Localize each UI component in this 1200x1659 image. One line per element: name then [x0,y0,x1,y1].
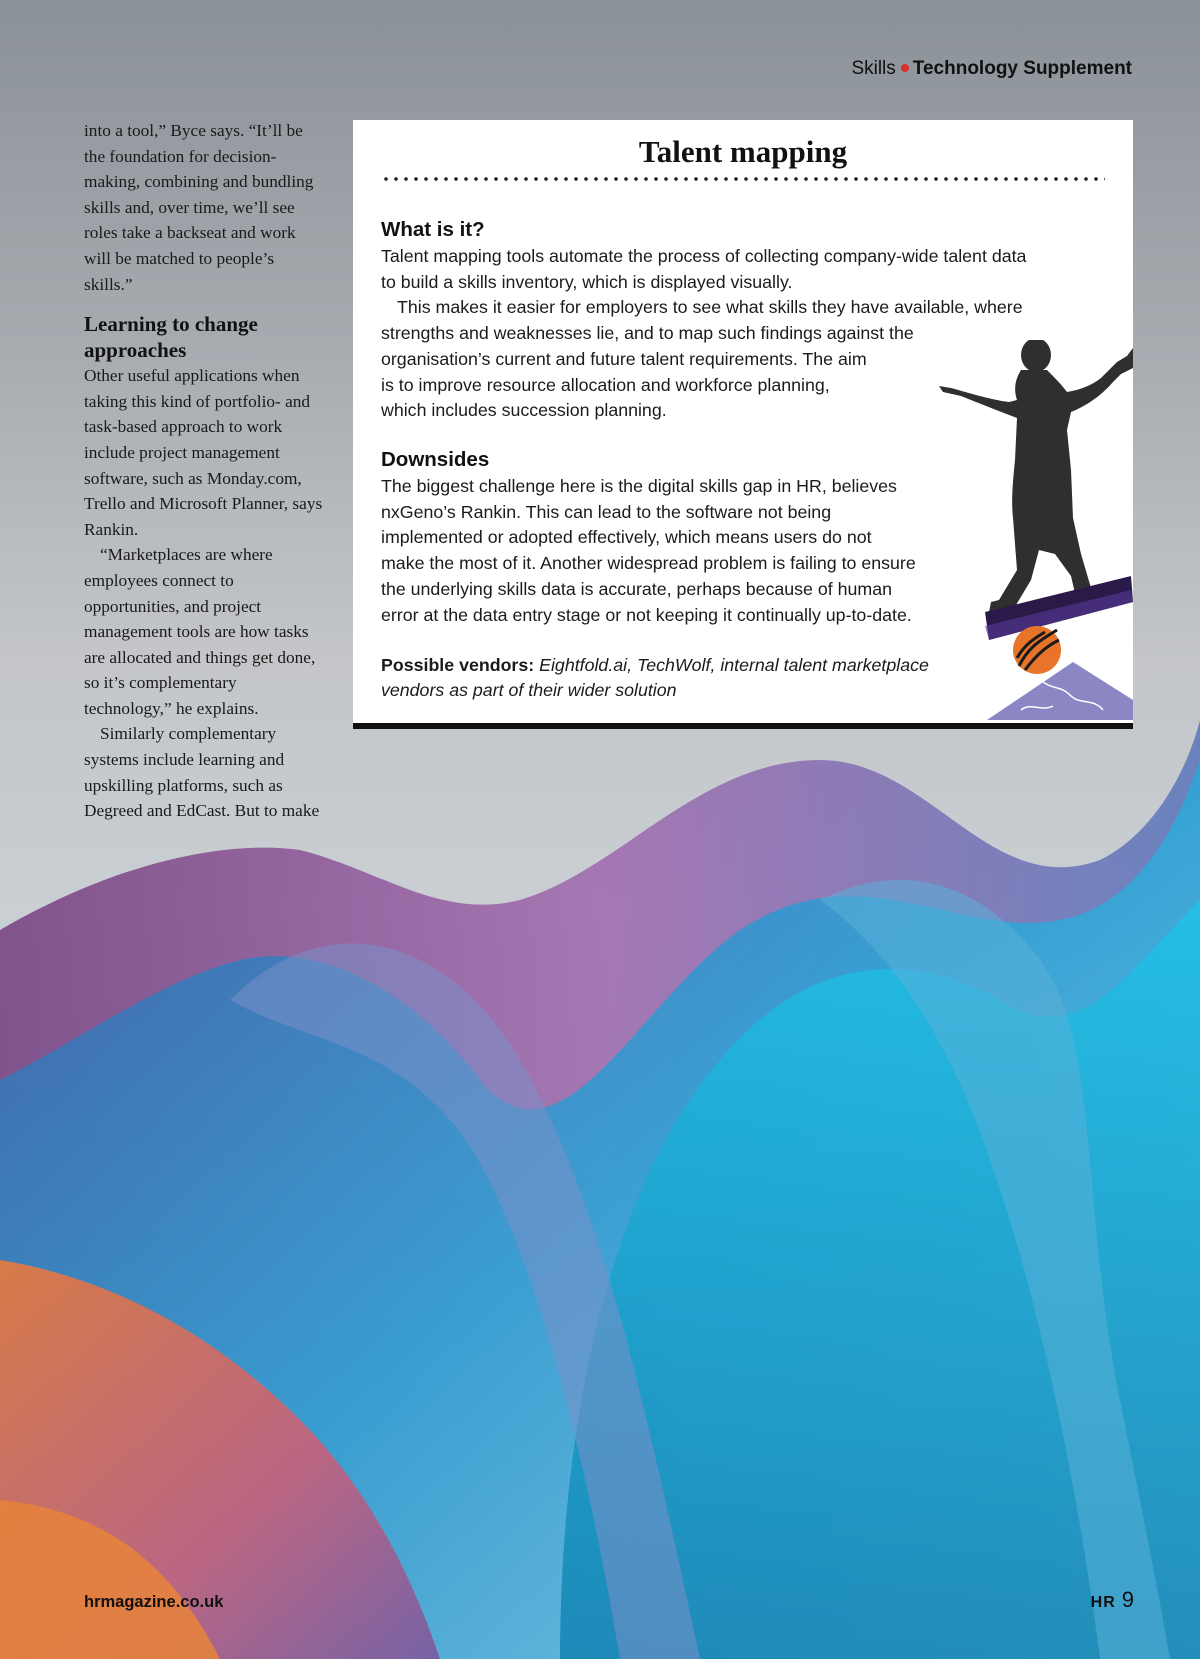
text-line: implemented or adopted effectively, which means users do not [381,527,872,548]
subheading: Learning to change approaches [84,312,258,363]
skateboard-shape [985,576,1133,640]
vendors-text: Eightfold.ai, TechWolf, internal talent marketplace vendors as part of their wider solution [381,655,929,700]
text-line: The biggest challenge here is the digital skills gap in HR, believes [381,476,897,496]
body-paragraph: “Marketplaces are where employees connect to opportunities, and project management tools are how tasks are allocated and things get done, so it’s complementary technology,” he explains. [84,545,316,718]
text-line: the underlying skills data is accurate, perhaps because of human [381,578,893,599]
footer-page-info [1091,1587,1134,1613]
what-is-it-heading: What is it? [381,218,485,241]
downsides-text [381,474,981,628]
text-line: Talent mapping tools automate the process of collecting company-wide talent data [381,246,1027,266]
possible-vendors [381,653,941,703]
body-paragraph: into a tool,” Byce says. “It’ll be the foundation for decision-making, combining and bundling skills and, over time, we’ll see roles take a backseat and work will be matched to people’s skills.” [84,121,314,294]
vendors-label: Possible vendors: [381,655,535,675]
text-line: which includes succession planning. [381,400,667,421]
downsides-heading: Downsides [381,448,490,471]
talent-mapping-box [353,120,1133,729]
text-line: organisation’s current and future talent requirements. The aim [381,348,867,369]
text-line: strengths and weaknesses lie, and to map such findings against the [381,323,914,344]
footer-magazine-logo: HR [1090,1594,1116,1611]
running-header [851,58,1132,80]
footer-website: hrmagazine.co.uk [84,1593,224,1611]
header-supplement: Technology Supplement [912,58,1132,79]
body-paragraph: Similarly complementary systems include learning and upskilling platforms, such as Degreed and EdCast. But to make [84,724,320,821]
balancing-figure-illustration [921,340,1133,720]
text-line: is to improve resource allocation and workforce planning, [381,374,830,395]
article-left-column [84,118,326,824]
text-line: to build a skills inventory, which is displayed visually. [381,271,793,292]
dotted-divider [381,176,1105,182]
text-line: make the most of it. Another widespread problem is failing to ensure [381,553,916,574]
header-section: Skills [851,58,896,79]
text-line: nxGeno’s Rankin. This can lead to the software not being [381,501,832,522]
body-paragraph: Other useful applications when taking this kind of portfolio- and task-based approach to work include project management software, such as Monday.com, Trello and Microsoft Planner, says Rankin. [84,366,323,539]
box-title: Talent mapping [638,134,848,169]
text-line: This makes it easier for employers to see what skills they have available, where [397,297,1023,318]
header-separator-dot [901,64,909,72]
text-line: error at the data entry stage or not keeping it continually up-to-date. [381,604,912,625]
page-number: 9 [1121,1587,1134,1612]
